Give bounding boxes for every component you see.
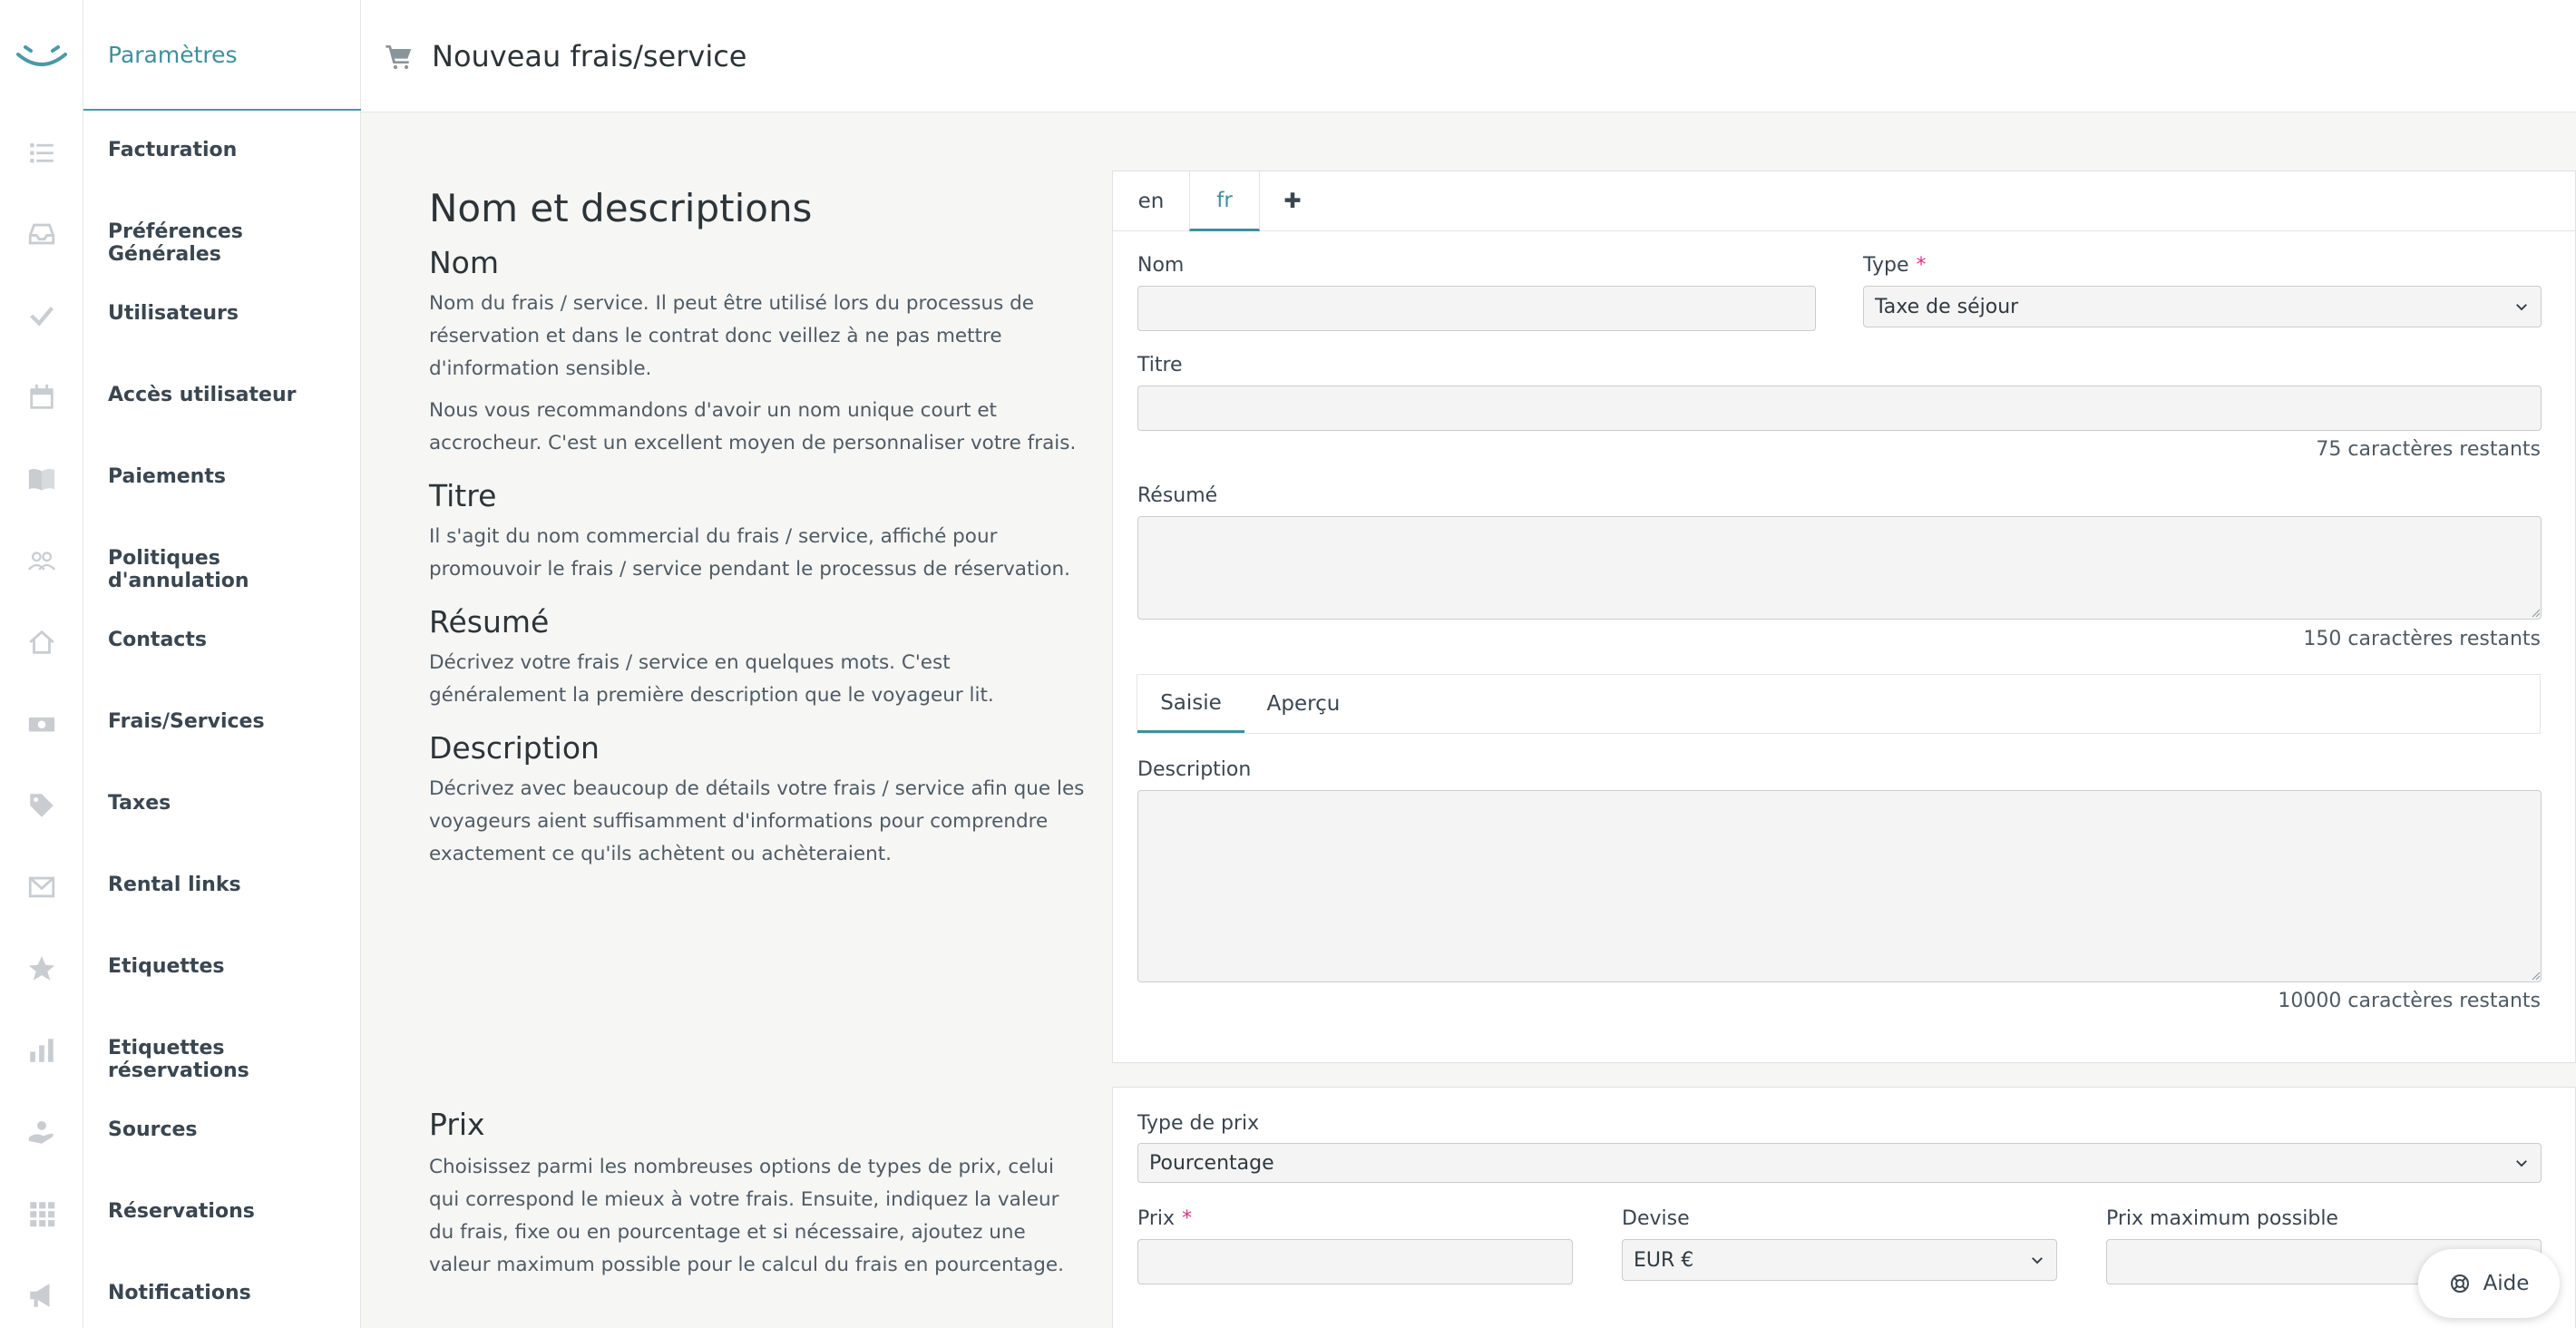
tab-saisie[interactable]: Saisie: [1137, 675, 1244, 733]
prix-label: Prix *: [1137, 1207, 1193, 1230]
sidebar-item-preferences-generales[interactable]: Préférences Générales: [108, 220, 243, 266]
nom-help-title: Nom: [429, 245, 500, 280]
type-select-value: Taxe de séjour: [1875, 295, 2019, 318]
description-help-title: Description: [429, 730, 600, 766]
nom-input[interactable]: [1137, 286, 1816, 331]
resume-textarea[interactable]: [1137, 516, 2542, 620]
nom-label: Nom: [1137, 254, 1185, 277]
page-title: Nouveau frais/service: [432, 38, 747, 73]
cart-icon: [385, 42, 414, 71]
envelope-icon[interactable]: [16, 867, 67, 907]
help-button[interactable]: [2418, 1249, 2560, 1318]
prix-help: [429, 1107, 1089, 1282]
sidebar-item-notifications[interactable]: Notifications: [108, 1282, 251, 1304]
titre-help-text: Il s'agit du nom commercial du frais / service, affiché pour promouvoir le frais / service pendant le processus de réservation.: [429, 525, 1070, 581]
price-type-value: Pourcentage: [1149, 1151, 1274, 1175]
settings-sidebar: [83, 0, 361, 1328]
logo-icon[interactable]: [13, 27, 71, 82]
sidebar-item-rental-links[interactable]: Rental links: [108, 874, 241, 896]
description-textarea[interactable]: [1137, 790, 2542, 982]
sidebar-item-sources[interactable]: Sources: [108, 1118, 198, 1141]
sidebar-item-utilisateurs[interactable]: Utilisateurs: [108, 302, 239, 325]
type-label: Type *: [1863, 254, 1927, 277]
check-icon[interactable]: [16, 296, 67, 336]
section-heading: Nom et descriptions: [429, 186, 813, 230]
max-price-label: Prix maximum possible: [2106, 1207, 2338, 1230]
sidebar-item-frais-services[interactable]: Frais/Services: [108, 710, 265, 733]
sidebar-item-facturation[interactable]: Facturation: [108, 139, 238, 161]
description-label: Description: [1137, 758, 1252, 781]
language-tabs: [1113, 171, 2575, 231]
required-marker: *: [1182, 1207, 1193, 1230]
sidebar-item-contacts[interactable]: Contacts: [108, 629, 207, 651]
resume-char-counter: 150 caractères restants: [2303, 628, 2541, 650]
titre-char-counter: 75 caractères restants: [2316, 438, 2541, 461]
titre-label: Titre: [1137, 354, 1183, 376]
sidebar-item-etiquettes-reservations[interactable]: Etiquettes réservations: [108, 1037, 249, 1082]
sidebar-item-acces-utilisateur[interactable]: Accès utilisateur: [108, 384, 297, 406]
sidebar-title[interactable]: Paramètres: [83, 0, 361, 111]
description-help: [429, 186, 1089, 880]
resume-label: Résumé: [1137, 484, 1218, 507]
sidebar-item-politiques-annulation[interactable]: Politiques d'annulation: [108, 547, 249, 592]
grid-icon[interactable]: [16, 1194, 67, 1234]
resume-help-title: Résumé: [429, 604, 550, 640]
chevron-down-icon: [2513, 1155, 2530, 1171]
tab-lang-en[interactable]: en: [1137, 190, 1165, 213]
names-card: [1112, 171, 2576, 1063]
prix-input[interactable]: [1137, 1239, 1573, 1284]
icon-rail: [0, 0, 83, 1328]
sidebar-item-taxes[interactable]: Taxes: [108, 792, 171, 815]
tab-lang-fr[interactable]: fr: [1189, 171, 1260, 231]
list-icon[interactable]: [16, 132, 67, 172]
hand-icon[interactable]: [16, 1112, 67, 1152]
tag-icon[interactable]: [16, 786, 67, 825]
users-icon[interactable]: [16, 541, 67, 581]
book-icon[interactable]: [16, 459, 67, 499]
megaphone-icon[interactable]: [16, 1275, 67, 1315]
type-select[interactable]: [1863, 286, 2542, 327]
titre-help-title: Titre: [429, 478, 497, 513]
resize-handle-icon[interactable]: [2530, 607, 2541, 618]
devise-select[interactable]: [1622, 1239, 2057, 1281]
devise-select-value: EUR €: [1634, 1248, 1694, 1272]
price-card: [1112, 1087, 2576, 1328]
home-icon[interactable]: [16, 622, 67, 662]
sidebar-item-etiquettes[interactable]: Etiquettes: [108, 955, 225, 978]
bar-chart-icon[interactable]: [16, 1030, 67, 1070]
resize-handle-icon[interactable]: [2530, 970, 2541, 981]
chevron-down-icon: [2513, 298, 2530, 315]
star-icon[interactable]: [16, 949, 67, 989]
price-type-label: Type de prix: [1137, 1112, 1260, 1135]
devise-label: Devise: [1622, 1207, 1690, 1230]
chevron-down-icon: [2029, 1252, 2045, 1268]
lifebuoy-icon: [2449, 1273, 2471, 1294]
sidebar-item-reservations[interactable]: Réservations: [108, 1200, 255, 1223]
editor-tabs: [1137, 674, 2541, 734]
help-label: Aide: [2483, 1272, 2530, 1295]
page-header: [361, 0, 2576, 112]
add-language-button[interactable]: ✚: [1283, 190, 1302, 213]
titre-input[interactable]: [1137, 386, 2542, 431]
nom-help-text-2: Nous vous recommandons d'avoir un nom unique court et accrocheur. C'est un excellent moyen de personnaliser votre frais.: [429, 399, 1077, 454]
sidebar-item-paiements[interactable]: Paiements: [108, 465, 226, 488]
description-help-text: Décrivez avec beaucoup de détails votre frais / service afin que les voyageurs aient suffisamment d'informations pour comprendre exactement ce qu'ils achètent ou achèteraient.: [429, 777, 1085, 865]
nom-help-text-1: Nom du frais / service. Il peut être utilisé lors du processus de réservation et dans le contrat donc veillez à ne pas mettre d'information sensible.: [429, 292, 1034, 380]
prix-help-title: Prix: [429, 1107, 485, 1142]
calendar-icon[interactable]: [16, 377, 67, 417]
resume-help-text: Décrivez votre frais / service en quelques mots. C'est généralement la première description que le voyageur lit.: [429, 651, 994, 707]
prix-help-text: Choisissez parmi les nombreuses options de types de prix, celui qui correspond le mieux à votre frais. Ensuite, indiquez la valeur du frais, fixe ou en pourcentage et si nécessaire, ajoutez une valeur maximum possible pour le calcul du frais en pourcentage.: [429, 1156, 1064, 1276]
inbox-icon[interactable]: [16, 214, 67, 254]
tab-apercu[interactable]: Aperçu: [1266, 692, 1341, 716]
price-type-select[interactable]: [1137, 1143, 2542, 1183]
money-icon[interactable]: [16, 704, 67, 744]
required-marker: *: [1916, 254, 1927, 277]
description-char-counter: 10000 caractères restants: [2278, 990, 2541, 1012]
